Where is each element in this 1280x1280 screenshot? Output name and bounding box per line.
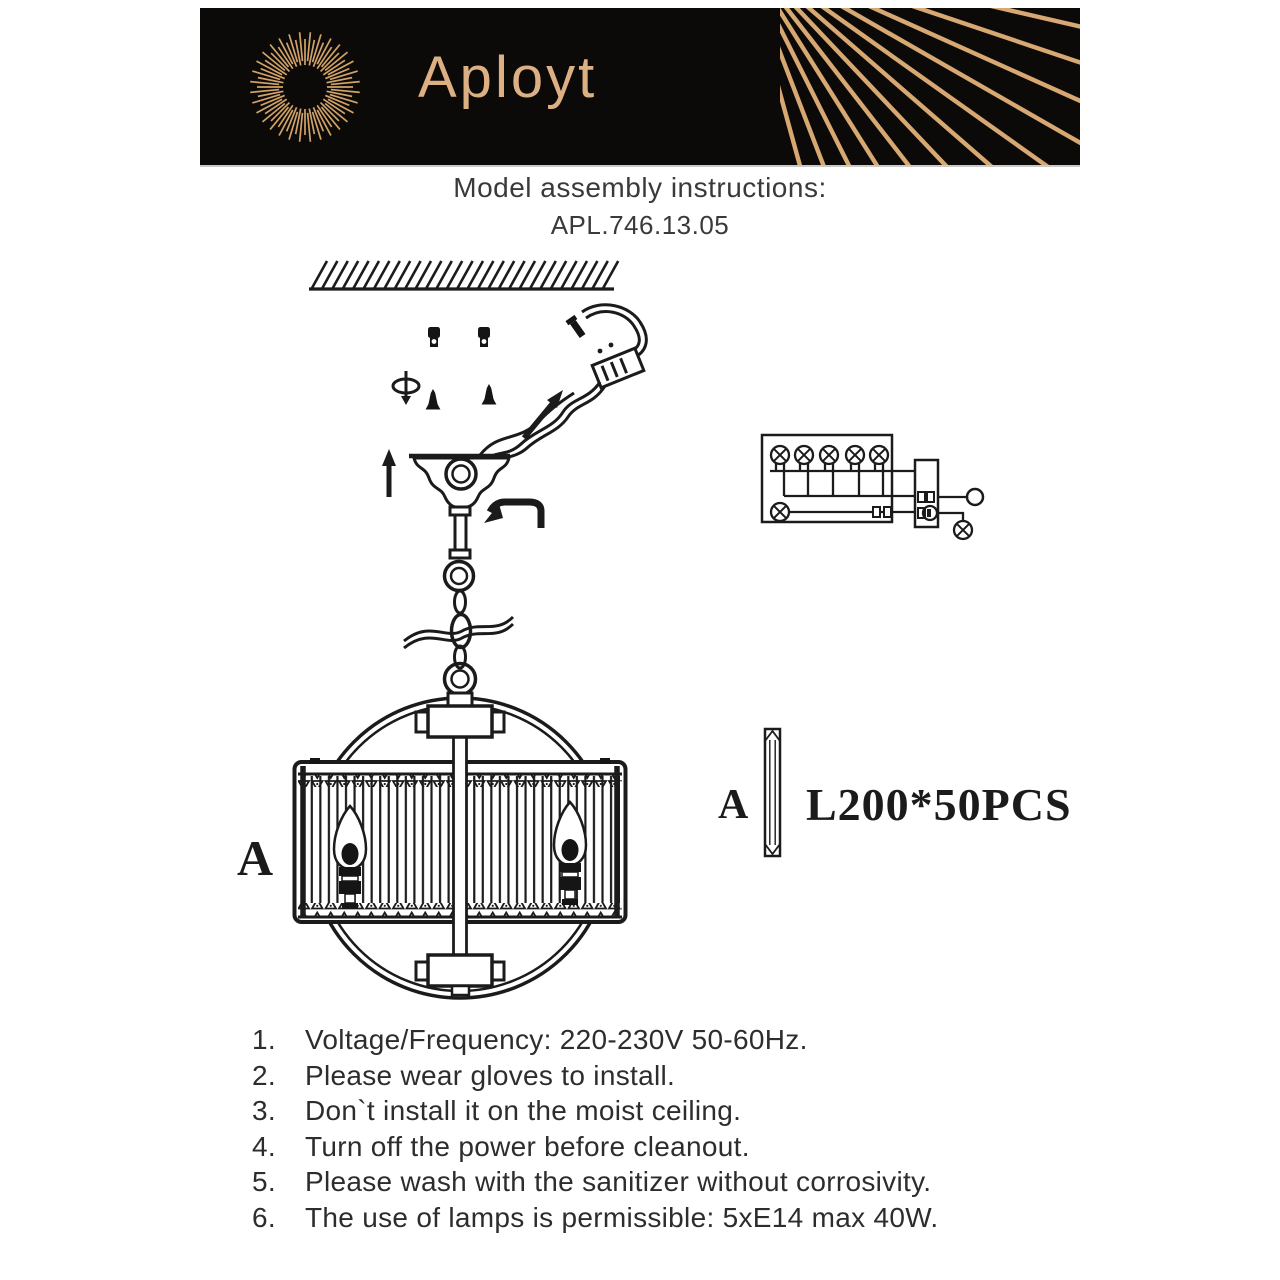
bottom-hub-block: [416, 955, 504, 995]
insert-arrow-icon: [524, 390, 563, 438]
instruction-text: Voltage/Frequency: 220-230V 50-60Hz.: [305, 1024, 808, 1055]
instruction-number: 2.: [252, 1059, 276, 1091]
instruction-item: [252, 1129, 1072, 1165]
canopy-drawing: [409, 393, 574, 591]
page-title: Model assembly instructions:: [453, 172, 827, 203]
instruction-text: Don`t install it on the moist ceiling.: [305, 1095, 742, 1126]
crystal-spec: L200*50PCS: [806, 779, 1072, 830]
crystal-label: A: [718, 782, 749, 828]
instruction-item: [252, 1093, 1072, 1129]
instruction-item: [252, 1022, 1072, 1058]
center-rod: [454, 735, 467, 958]
chandelier-drawing: [295, 664, 626, 999]
instruction-item: [252, 1200, 1072, 1236]
up-arrow-icon: [382, 449, 396, 497]
ceiling-hatch: [309, 261, 618, 289]
instruction-number: 3.: [252, 1095, 276, 1126]
instruction-number: 4.: [252, 1130, 276, 1162]
cable-wave-drawing: [404, 617, 513, 648]
model-number: APL.746.13.05: [550, 210, 730, 240]
wall-anchor-icon: [428, 327, 490, 347]
instruction-number: 5.: [252, 1166, 276, 1197]
chandelier-label: A: [237, 830, 274, 886]
brand-name: Aployt: [418, 45, 598, 110]
wiring-diagram: [762, 435, 983, 539]
crystal-piece-drawing: [765, 729, 780, 856]
screw-icon: [426, 384, 497, 410]
terminal-block: [915, 460, 938, 527]
instruction-item: [252, 1164, 1072, 1200]
top-hub-block: [416, 706, 504, 737]
instructions-list: [252, 1022, 1072, 1235]
instruction-text: Please wash with the sanitizer without corrosivity.: [305, 1166, 932, 1197]
instruction-text: Turn off the power before cleanout.: [305, 1130, 750, 1162]
instruction-number: 6.: [252, 1201, 276, 1233]
screw-rotation-icon: [393, 371, 419, 405]
instruction-text: The use of lamps is permissible: 5xE14 max 40W.: [305, 1201, 939, 1233]
instruction-number: 1.: [252, 1024, 276, 1055]
instruction-item: [252, 1058, 1072, 1094]
hook-rotation-icon: [484, 502, 541, 528]
instruction-text: Please wear gloves to install.: [305, 1059, 676, 1091]
switch-node: [967, 489, 983, 505]
